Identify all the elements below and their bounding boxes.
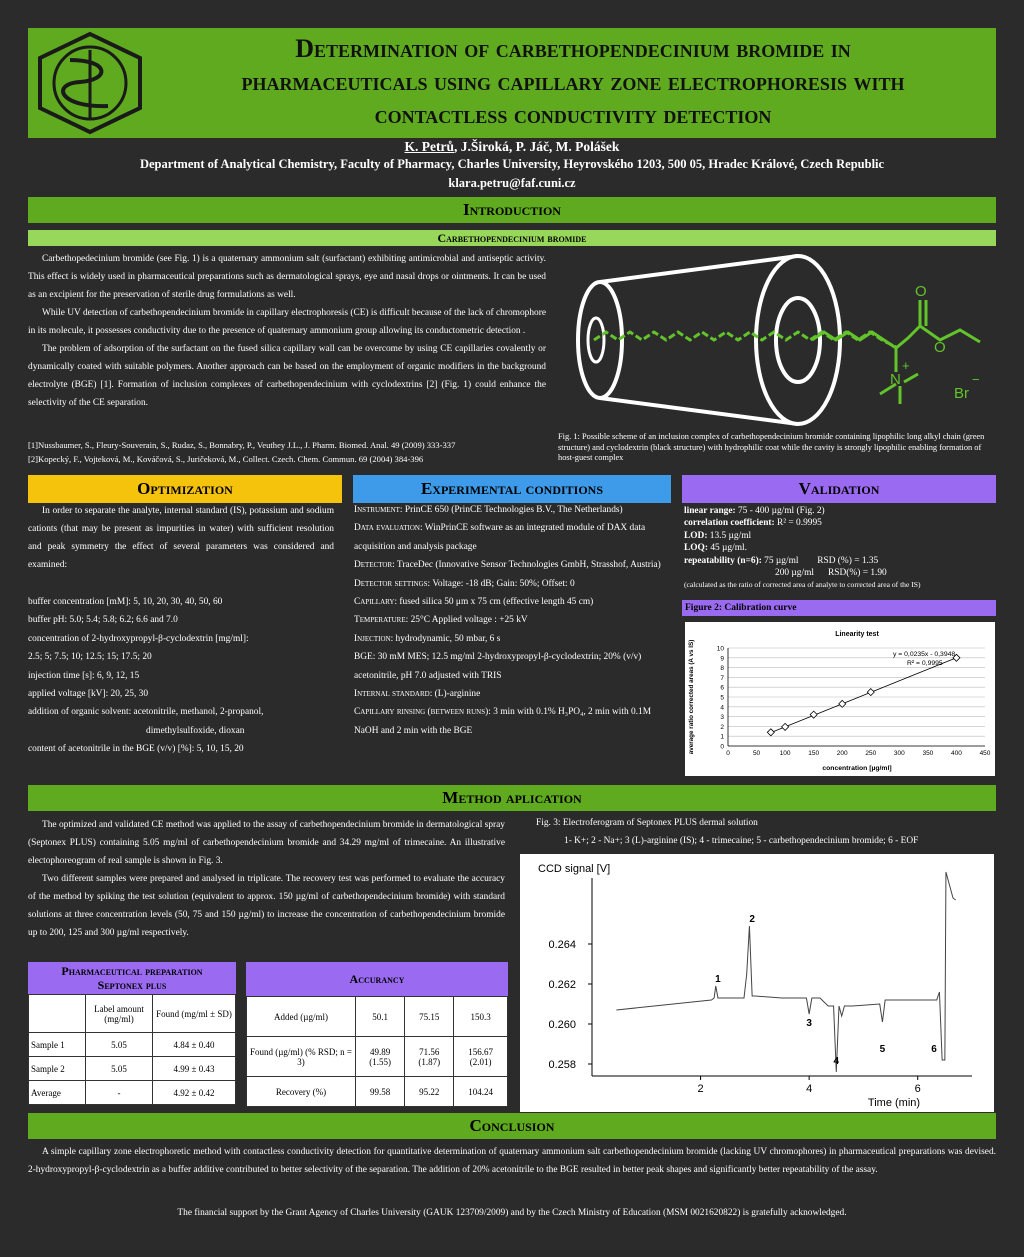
parameter-item: applied voltage [kV]: 20, 25, 30 xyxy=(28,689,149,700)
x-tick-label: 100 xyxy=(779,750,791,757)
signal-trace xyxy=(616,872,955,1072)
r-squared-label: R² = 0,9995 xyxy=(907,660,943,667)
co-authors: , J.Široká, P. Jáč, M. Polášek xyxy=(454,139,620,154)
lod-label: LOD: xyxy=(684,530,708,541)
column-header: Found (mg/ml ± SD) xyxy=(153,995,236,1033)
experimental-heading: Experimental conditions xyxy=(353,475,671,503)
y-tick-label: 6 xyxy=(720,684,724,692)
condition-item: Data evaluation: WinPrinCE software as an integrated module of DAX data acquisition and analysis package xyxy=(354,523,646,552)
intro-paragraph: The problem of adsorption of the surfactant on the fused silica capillary wall can be overcome by using CE capillaries covalently or dynamically coated with suitable polymers. Another approach can be based on the employment of organic modifiers in the background electrolyte (BGE) [1]. Formation of inclusion complexes of carbethopendecinium with cyclodextrins [2] (Fig. 1) could enhance the selectivity of the CE separation. xyxy=(28,344,546,408)
validation-results xyxy=(684,505,996,592)
x-tick-label: 200 xyxy=(836,750,848,757)
condition-item: Detector: TraceDec (Innovative Sensor Technologies GmbH, Strasshof, Austria) xyxy=(354,560,661,571)
y-tick-label: 1 xyxy=(720,733,724,741)
optimization-intro: In order to separate the analyte, internal standard (IS), potassium and sodium cationts (that may be present as impurities in water) with sufficient resolution and peak symmetry the effect of several parameters was considered and examined: xyxy=(28,506,334,570)
parameter-item: 2.5; 5; 7.5; 10; 12.5; 15; 17.5; 20 xyxy=(28,652,152,663)
method-heading: Method aplication xyxy=(28,785,996,811)
x-tick-label: 300 xyxy=(893,750,905,757)
correlation-value: R² = 0.9995 xyxy=(774,518,822,529)
y-axis-label: CCD signal [V] xyxy=(538,863,611,875)
parameter-item: content of acetonitrile in the BGE (v/v) [%]: 5, 10, 15, 20 xyxy=(28,744,244,755)
poster-title xyxy=(150,32,996,131)
accuracy-table-block xyxy=(246,962,508,1107)
y-tick-label: 0.264 xyxy=(548,939,576,951)
x-tick-label: 150 xyxy=(808,750,820,757)
parameter-item: injection time [s]: 6, 9, 12, 15 xyxy=(28,670,140,681)
figure-2-label: Figure 2: Calibration curve xyxy=(682,600,996,616)
x-tick-label: 2 xyxy=(697,1083,704,1095)
validation-note: (calculated as the ratio of corrected area of analyte to corrected area of the IS) xyxy=(684,580,921,590)
peak-label: 5 xyxy=(879,1044,886,1055)
chart-title: Linearity test xyxy=(835,631,879,638)
reference-2: [2]Kopecký, F., Vojteková, M., Kováčová, S., Juričeková, M., Collect. Czech. Chem. Commun. 69 (2004) 384-396 xyxy=(28,454,424,464)
linear-range-label: linear range: xyxy=(684,506,736,516)
y-tick-label: 0 xyxy=(720,743,724,751)
figure-1-inclusion-complex xyxy=(562,248,1002,428)
intro-paragraph: Carbethopedecinium bromide (see Fig. 1) is a quaternary ammonium salt (surfactant) exhibiting antimicrobial and antiseptic activity. This effect is widely used in pharmaceutical preparations such as dermatological sprays, eye and nasal drops or ointments. It can be used as an excipient for the preservation of sterile drug formulations as well. xyxy=(28,254,546,300)
condition-item: Capillary: fused silica 50 μm x 75 cm (effective length 45 cm) xyxy=(354,597,594,608)
y-tick-label: 7 xyxy=(720,674,724,682)
data-point xyxy=(867,689,874,696)
accuracy-table-heading: Accurancy xyxy=(246,962,508,996)
introduction-heading: Introduction xyxy=(28,197,996,223)
affiliation: Department of Analytical Chemistry, Faculty of Pharmacy, Charles University, Heyrovského 1203, 500 05, Hradec Králové, Czech Republic xyxy=(139,157,885,171)
oxygen-ester-label: O xyxy=(934,339,946,356)
peak-label: 4 xyxy=(833,1056,840,1067)
condition-item: BGE: 30 mM MES; 12.5 mg/ml 2-hydroxypropyl-β-cyclodextrin; 20% (v/v) acetonitrile, pH 7.0 adjusted with TRIS xyxy=(354,652,642,681)
title-line-3: contactless conductivity detection xyxy=(374,100,772,129)
y-tick-label: 2 xyxy=(720,723,724,731)
trendline xyxy=(771,658,957,733)
condition-item: Capillary rinsing (between runs): 3 min with 0.1% H₃PO₄, 2 min with 0.1M NaOH and 2 min with the BGE xyxy=(354,707,652,736)
parameter-item: buffer pH: 5.0; 5.4; 5.8; 6.2; 6.6 and 7.0 xyxy=(28,615,178,626)
figure-3-title: Fig. 3: Electroferogram of Septonex PLUS dermal solution xyxy=(536,818,758,828)
validation-heading: Validation xyxy=(682,475,996,503)
x-tick-label: 50 xyxy=(752,750,761,757)
oxygen-carbonyl-label: O xyxy=(915,283,927,300)
loq-label: LOQ: xyxy=(684,543,708,554)
x-tick-label: 250 xyxy=(865,750,877,757)
figure-1-caption: Fig. 1: Possible scheme of an inclusion complex of carbethopendecinium bromide containing lipophilic long alkyl chain (green structure) and cyclodextrin (black structure) with hydrophilic coat while the cavity is strongly lipophilic enabling formation of host-guest complex xyxy=(558,432,985,462)
contact-email: klara.petru@faf.cuni.cz xyxy=(448,176,576,190)
pharma-table-heading: Pharmaceutical preparation Septonex plus xyxy=(28,962,236,994)
column-header: Label amount (mg/ml) xyxy=(86,995,153,1033)
trendline-equation: y = 0,0235x - 0,3948 xyxy=(893,651,956,658)
peak-label: 3 xyxy=(806,1018,812,1029)
optimization-heading: Optimization xyxy=(28,475,342,503)
data-point xyxy=(782,723,789,730)
table-row: Average - 4.92 ± 0.42 xyxy=(29,1081,236,1105)
table-row: Added (µg/ml) 50.1 75.15 150.3 xyxy=(247,997,508,1037)
method-paragraph: The optimized and validated CE method was applied to the assay of carbethopendecinium bromide in dermatological spray (Septonex PLUS) containing 5.05 mg/ml of carbethopendecinium bromide and 34.29 mg/ml of trimecaine. An illustrative electophoreogram of real sample is shown in Fig. 3. xyxy=(28,820,505,866)
table-row: Sample 1 5.05 4.84 ± 0.40 xyxy=(29,1033,236,1057)
nitrogen-charge-label: + xyxy=(902,358,910,373)
conclusion-heading: Conclusion xyxy=(28,1113,996,1139)
loq-value: 45 µg/ml. xyxy=(707,543,747,554)
lod-value: 13.5 µg/ml xyxy=(707,530,752,541)
title-line-1: Determination of carbethopendecinium bromide in xyxy=(295,34,851,63)
authors xyxy=(0,139,1024,155)
bromide-charge-label: − xyxy=(972,372,980,387)
peak-label: 2 xyxy=(749,914,755,925)
method-paragraph: Two different samples were prepared and analysed in triplicate. The recovery test was performed to evaluate the accuracy of the method by spiking the test solution (equivalent to approx. 150 µg/ml of carbethopendecinium bromide) with standard solutions at three concentration levels (50, 75 and 150 µg/ml) to increase the concentration of carbethopendecinium bromide up to 200, 125 and 300 µg/ml respectively. xyxy=(28,874,505,938)
data-point xyxy=(810,711,817,718)
data-point xyxy=(767,729,774,736)
presenting-author: K. Petrů xyxy=(404,139,455,154)
accuracy-table xyxy=(246,996,508,1107)
y-tick-label: 8 xyxy=(720,665,724,673)
figure-3-legend: 1- K+; 2 - Na+; 3 (L)-arginine (IS); 4 - trimecaine; 5 - carbethopendecinium bromide; 6 - EOF xyxy=(564,836,919,846)
introduction-subheading: Carbethopendecinium bromide xyxy=(28,230,996,246)
y-tick-label: 10 xyxy=(716,645,724,653)
y-axis-label: average ratio corrected areas (A vs IS) xyxy=(688,639,695,755)
table-row: Found (µg/ml) (% RSD; n = 3) 49.89 (1.55) 71.56 (1.87) 156.67 (2.01) xyxy=(247,1037,508,1077)
condition-item: Instrument: PrinCE 650 (PrinCE Technologies B.V., The Netherlands) xyxy=(354,505,623,515)
faculty-logo xyxy=(30,30,150,136)
condition-item: Temperature: 25°C Applied voltage : +25 kV xyxy=(354,615,528,626)
intro-paragraph: While UV detection of carbethopendecinium bromide in capillary electrophoresis (CE) is difficult because of the lack of chromophore in its molecule, it possesses conductivity due to the presence of quaternary ammonium group allowing its conductometric detection . xyxy=(28,308,546,336)
reference-1: [1]Nussbaumer, S., Fleury-Souverain, S., Rudaz, S., Bonnabry, P., Veuthey J.L., J. Pharm. Biomed. Anal. 49 (2009) 333-337 xyxy=(28,440,456,450)
repeatability-value-1: 75 µg/ml RSD (%) = 1.35 xyxy=(761,555,879,566)
x-tick-label: 350 xyxy=(922,750,934,757)
x-tick-label: 6 xyxy=(914,1083,921,1095)
repeatability-label: repeatability (n=6): xyxy=(684,555,762,566)
nitrogen-label: N xyxy=(890,371,901,388)
y-tick-label: 0.260 xyxy=(548,1019,576,1031)
data-point xyxy=(839,700,846,707)
y-tick-label: 0.262 xyxy=(548,979,576,991)
title-line-2: pharmaceuticals using capillary zone electrophoresis with xyxy=(241,67,905,96)
linear-range-value: 75 - 400 µg/ml (Fig. 2) xyxy=(735,506,825,516)
x-tick-label: 0 xyxy=(726,750,730,757)
pharma-table-block xyxy=(28,962,236,1105)
correlation-label: correlation coefficient: xyxy=(684,518,775,529)
conclusion-text: A simple capillary zone electrophoretic method with contactless conductivity detection for quantitative determination of quaternary ammonium salt carbethopendecinium bromide (lacking UV chromophores) in pharmaceutical preparations was devised. 2-hydroxypropyl-β-cyclodextrin as a buffer additive contributed to better selectivity of the separation. The addition of 20% acetonitrile to the BGE resulted in better peak shapes and significantly better repeatability of the assay. xyxy=(28,1147,996,1175)
parameter-item: addition of organic solvent: acetonitrile, methanol, 2-propanol, xyxy=(28,707,264,718)
pharma-table xyxy=(28,994,236,1105)
parameter-item: concentration of 2-hydroxypropyl-β-cyclodextrin [mg/ml]: xyxy=(28,633,249,644)
experimental-conditions xyxy=(354,501,672,740)
parameter-item: buffer concentration [mM]: 5, 10, 20, 30, 40, 50, 60 xyxy=(28,597,223,607)
peak-label: 6 xyxy=(931,1044,937,1055)
bromide-label: Br xyxy=(954,385,969,402)
references xyxy=(28,438,548,466)
x-tick-label: 400 xyxy=(951,750,962,757)
table-row: Recovery (%) 99.58 95.22 104.24 xyxy=(247,1077,508,1107)
table-row: Sample 2 5.05 4.99 ± 0.43 xyxy=(29,1057,236,1081)
x-axis-label: concentration [µg/ml] xyxy=(822,765,892,772)
y-tick-label: 0.258 xyxy=(548,1059,576,1071)
calibration-chart xyxy=(685,622,995,776)
introduction-text xyxy=(28,250,546,412)
y-tick-label: 5 xyxy=(720,694,724,702)
method-text xyxy=(28,816,505,942)
y-tick-label: 9 xyxy=(720,655,724,663)
condition-item: Injection: hydrodynamic, 50 mbar, 6 s xyxy=(354,633,501,644)
acknowledgement: The financial support by the Grant Agency of Charles University (GAUK 123709/2009) and by the Czech Ministry of Education (MSM 0021620822) is gratefully acknowledged. xyxy=(177,1208,847,1218)
repeatability-value-2: 200 µg/ml RSD(%) = 1.90 xyxy=(775,568,887,579)
optimization-parameters xyxy=(28,593,338,759)
x-tick-label: 4 xyxy=(806,1083,813,1095)
parameter-item: dimethylsulfoxide, dioxan xyxy=(146,725,245,736)
y-tick-label: 4 xyxy=(720,704,724,712)
peak-label: 1 xyxy=(715,974,721,985)
condition-item: Detector settings: Voltage: -18 dB; Gain: 50%; Offset: 0 xyxy=(354,578,575,589)
y-tick-label: 3 xyxy=(720,714,724,722)
x-tick-label: 450 xyxy=(979,750,991,757)
electropherogram-chart xyxy=(520,854,994,1112)
condition-item: Internal standard: (L)-arginine xyxy=(354,689,481,700)
x-axis-label: Time (min) xyxy=(867,1097,921,1109)
